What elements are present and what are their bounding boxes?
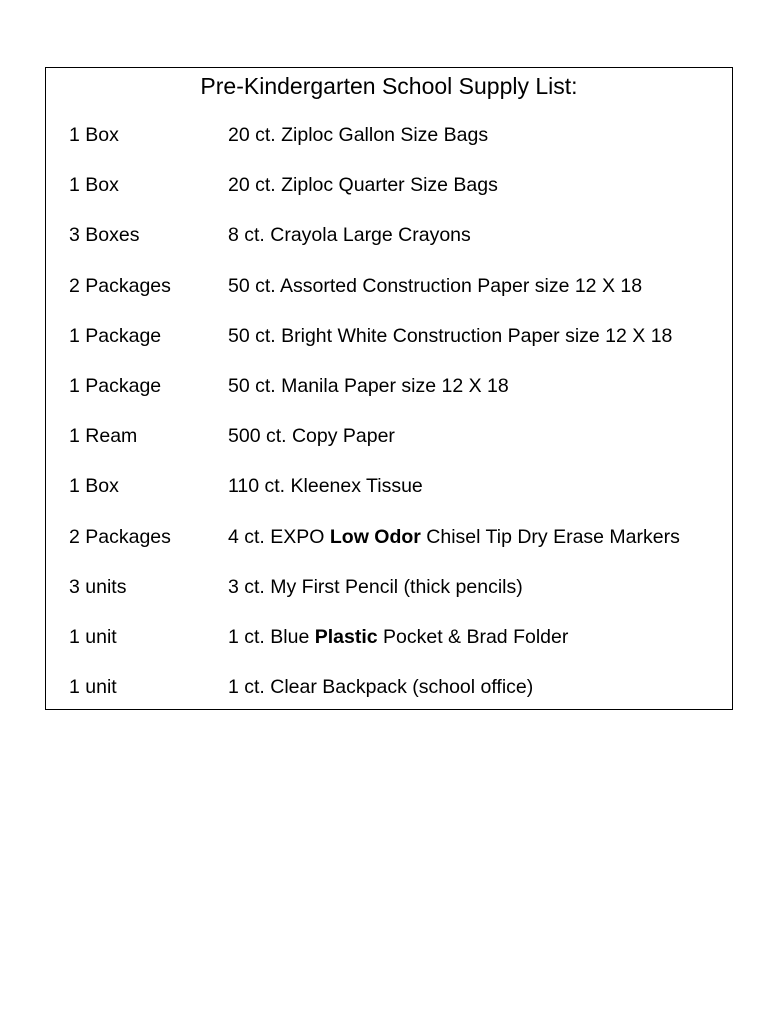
item-quantity: 1 Ream [69,425,138,448]
item-description: 4 ct. EXPO Low Odor Chisel Tip Dry Erase Markers [228,525,680,548]
list-item [46,271,732,321]
item-quantity: 3 Boxes [69,224,140,247]
supply-list-box [45,67,733,710]
list-item [46,522,732,572]
list-item [46,421,732,471]
item-quantity: 2 Packages [69,274,171,297]
item-description: 1 ct. Blue Plastic Pocket & Brad Folder [228,625,569,648]
item-description: 110 ct. Kleenex Tissue [228,475,423,498]
list-item [46,220,732,270]
list-item [46,471,732,521]
item-quantity: 1 Box [69,124,119,146]
item-quantity: 1 unit [69,625,117,648]
item-quantity: 1 Box [69,174,119,197]
item-quantity: 1 Box [69,475,119,498]
emphasis-text: Low Odor [329,525,421,548]
item-description: 20 ct. Ziploc Quarter Size Bags [228,174,498,197]
item-description: 3 ct. My First Pencil (thick pencils) [228,575,523,598]
list-item [46,622,732,672]
item-quantity: 1 unit [69,676,117,699]
item-description: 8 ct. Crayola Large Crayons [228,224,471,247]
emphasis-text: Plastic [314,625,378,648]
item-description: 20 ct. Ziploc Gallon Size Bags [228,124,489,146]
list-item [46,672,732,722]
list-item [46,120,732,170]
list-item [46,170,732,220]
item-quantity: 3 units [69,575,127,598]
supply-list [46,120,732,722]
item-quantity: 1 Package [69,324,162,347]
item-description: 50 ct. Assorted Construction Paper size 12 X 18 [228,274,643,297]
list-item [46,321,732,371]
item-description: 1 ct. Clear Backpack (school office) [228,676,534,699]
item-quantity: 2 Packages [69,525,171,548]
list-item [46,572,732,622]
item-description: 500 ct. Copy Paper [228,425,395,448]
item-quantity: 1 Package [69,374,162,397]
item-description: 50 ct. Bright White Construction Paper size 12 X 18 [228,324,673,347]
item-description: 50 ct. Manila Paper size 12 X 18 [228,374,509,397]
page-title: Pre-Kindergarten School Supply List: [200,73,578,99]
list-item [46,371,732,421]
